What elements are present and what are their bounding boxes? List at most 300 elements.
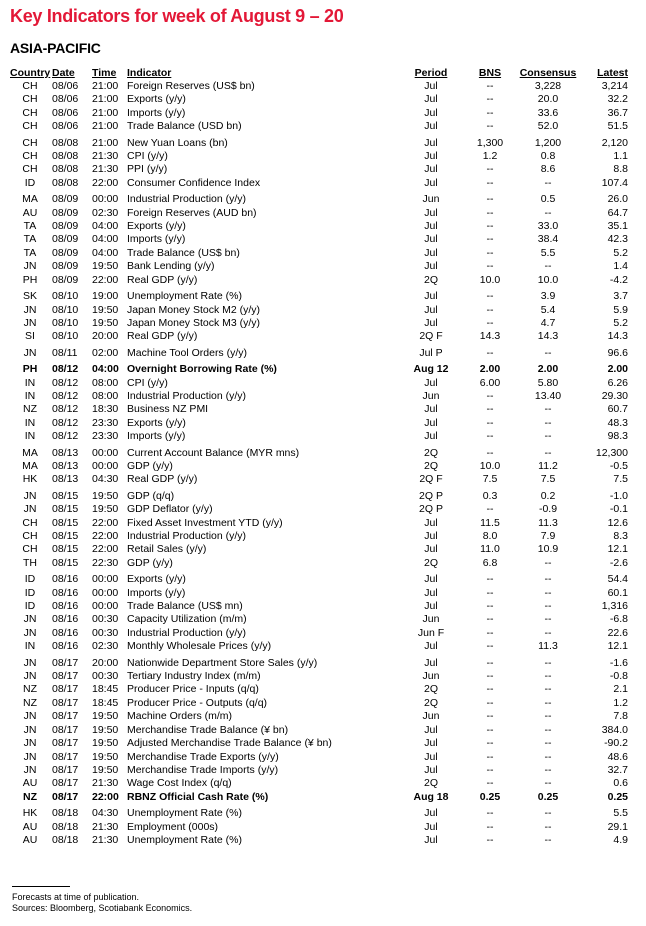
table-cell-period: Jul [424,176,438,189]
table-cell-bns: 11.5 [480,516,500,529]
table-cell-indicator: Nationwide Department Store Sales (y/y) [127,656,318,669]
table-cell-date: 08/12 [52,416,79,429]
table-cell-consensus: -- [544,206,552,219]
table-cell-latest: 0.25 [607,790,628,803]
table-cell-consensus: -- [544,696,552,709]
table-cell-country: SK [22,290,37,303]
table-row [8,260,634,273]
table-row [8,517,634,530]
table-cell-time: 21:00 [92,120,119,133]
table-cell-consensus: 5.80 [537,376,559,389]
table-cell-consensus: 1,200 [534,136,562,149]
table-cell-consensus: 11.2 [538,459,558,472]
table-cell-period: Jul [424,316,438,329]
table-cell-consensus: 10.0 [537,273,559,286]
table-cell-country: AU [22,833,38,846]
table-cell-time: 19:50 [92,316,119,329]
table-cell-latest: 6.26 [607,376,628,389]
table-cell-bns: 1,300 [476,136,504,149]
table-cell-time: 04:00 [92,233,119,246]
table-cell-indicator: Imports (y/y) [127,106,186,119]
table-cell-latest: 12.6 [607,516,628,529]
table-cell-latest: 14.3 [607,330,628,343]
table-cell-bns: -- [486,416,494,429]
table-row [8,627,634,640]
footnote-forecasts: Forecasts at time of publication. [12,892,140,902]
page-title: Key Indicators for week of August 9 – 20 [10,6,344,26]
table-cell-indicator: Producer Price - Inputs (q/q) [127,683,259,696]
table-cell-consensus: 3,228 [534,80,562,92]
table-cell-period: Jul [424,430,438,443]
table-row [8,150,634,163]
table-cell-bns: -- [486,120,494,133]
table-row [8,134,634,150]
table-cell-country: CH [22,530,38,542]
table-cell-indicator: PPI (y/y) [127,163,168,176]
table-cell-period: Jun [422,670,440,683]
table-cell-date: 08/13 [52,473,79,486]
table-row [8,791,634,804]
table-cell-consensus: 14.3 [537,330,559,343]
table-cell-time: 21:30 [92,163,119,176]
table-cell-time: 19:50 [92,303,119,316]
table-cell-latest: 26.0 [607,193,628,206]
table-cell-indicator: Overnight Borrowing Rate (%) [127,363,277,376]
table-cell-country: IN [24,416,36,429]
table-cell-indicator: Industrial Production (y/y) [127,193,247,206]
table-cell-bns: -- [486,176,494,189]
table-row [8,587,634,600]
table-cell-indicator: Exports (y/y) [127,220,186,233]
table-cell-consensus: 52.0 [537,120,559,133]
table-cell-time: 22:00 [92,530,119,542]
table-cell-consensus: -- [544,833,552,846]
table-cell-time: 04:00 [92,363,119,376]
table-cell-bns: -- [486,670,494,683]
table-cell-consensus: -- [544,750,552,763]
table-cell-indicator: Employment (000s) [127,820,219,833]
table-cell-consensus: 4.7 [540,316,556,329]
table-cell-latest: -4.2 [609,273,628,286]
table-cell-consensus: -- [544,613,552,626]
table-cell-country: CH [22,543,38,556]
table-cell-date: 08/18 [52,820,79,833]
table-cell-date: 08/17 [52,737,79,750]
table-cell-consensus: -- [544,626,552,639]
table-cell-bns: -- [486,613,494,626]
table-cell-date: 08/12 [52,376,79,389]
table-cell-consensus: -- [544,586,552,599]
table-cell-time: 19:50 [92,750,119,763]
table-cell-time: 21:00 [92,93,119,106]
table-cell-period: Jun F [417,626,445,639]
table-cell-date: 08/13 [52,446,79,459]
table-cell-consensus: -- [544,346,552,359]
column-header-indicator: Indicator [127,67,172,79]
table-cell-time: 00:30 [92,670,119,683]
table-cell-indicator: Current Account Balance (MYR mns) [127,446,300,459]
table-cell-bns: 7.5 [482,473,498,486]
table-row [8,377,634,390]
table-cell-consensus: 13.40 [534,389,562,402]
column-header-latest: Latest [597,67,628,79]
table-cell-consensus: 7.9 [540,530,556,542]
table-cell-latest: 4.9 [613,833,628,846]
table-cell-time: 08:00 [92,389,119,402]
table-cell-indicator: Industrial Production (y/y) [127,530,247,542]
table-cell-consensus: 5.4 [540,303,556,316]
table-cell-bns: -- [486,656,494,669]
table-cell-time: 21:30 [92,820,119,833]
table-row [8,287,634,303]
table-cell-period: 2Q [423,777,438,790]
table-cell-latest: 96.6 [607,346,628,359]
table-cell-date: 08/17 [52,763,79,776]
table-cell-date: 08/15 [52,503,79,516]
table-cell-time: 19:50 [92,260,119,273]
table-cell-country: NZ [23,403,37,416]
table-cell-bns: 10.0 [479,273,501,286]
table-cell-country: TA [23,246,37,259]
table-cell-indicator: Real GDP (y/y) [127,273,198,286]
table-row [8,737,634,750]
table-cell-time: 18:45 [92,696,119,709]
table-row [8,804,634,820]
table-cell-period: Jul [424,80,438,92]
column-header-bns: BNS [478,67,502,79]
table-cell-bns: -- [486,750,494,763]
table-cell-country: CH [22,80,38,92]
table-row [8,487,634,503]
table-cell-date: 08/15 [52,543,79,556]
table-cell-latest: 0.6 [613,777,628,790]
table-cell-time: 23:30 [92,416,119,429]
table-cell-indicator: GDP (y/y) [127,556,173,569]
column-header-time: Time [92,67,117,79]
table-cell-indicator: Adjusted Merchandise Trade Balance (¥ bn) [127,737,332,750]
column-header-date: Date [52,67,75,79]
table-cell-period: Jul [424,416,438,429]
table-cell-indicator: Retail Sales (y/y) [127,543,207,556]
table-cell-consensus: 10.9 [537,543,559,556]
table-cell-consensus: 0.8 [540,150,556,163]
table-cell-period: Jul [424,290,438,303]
table-cell-period: 2Q P [419,489,443,502]
table-cell-time: 21:30 [92,833,119,846]
table-cell-indicator: Real GDP (y/y) [127,473,198,486]
table-cell-bns: 6.8 [482,556,498,569]
table-row [8,304,634,317]
table-cell-country: JN [23,316,37,329]
table-cell-bns: -- [486,696,494,709]
table-cell-consensus: -- [544,260,552,273]
table-row [8,724,634,737]
table-cell-country: HK [22,473,38,486]
table-cell-date: 08/06 [52,80,79,92]
table-cell-period: 2Q [423,273,438,286]
table-cell-consensus: -- [544,656,552,669]
table-cell-latest: 51.5 [607,120,628,133]
table-cell-consensus: 5.5 [540,246,556,259]
table-cell-date: 08/11 [52,346,78,359]
table-cell-indicator: GDP Deflator (y/y) [127,503,213,516]
table-cell-time: 21:00 [92,80,119,92]
table-cell-date: 08/06 [52,93,79,106]
table-cell-date: 08/12 [52,403,79,416]
table-cell-latest: 29.1 [607,820,628,833]
table-row [8,247,634,260]
table-cell-indicator: Foreign Reserves (AUD bn) [127,206,257,219]
table-cell-consensus: 0.2 [540,489,556,502]
table-row [8,570,634,586]
table-cell-indicator: Exports (y/y) [127,573,186,586]
table-cell-time: 22:00 [92,273,119,286]
table-cell-country: PH [22,363,38,376]
table-row [8,107,634,120]
table-cell-period: 2Q F [419,473,443,486]
table-cell-time: 19:50 [92,710,119,723]
table-cell-latest: 7.5 [613,473,628,486]
table-cell-latest: 54.4 [607,573,628,586]
table-cell-indicator: Unemployment Rate (%) [127,833,242,846]
table-cell-time: 18:30 [92,403,119,416]
table-cell-latest: 8.8 [613,163,628,176]
table-cell-latest: 35.1 [607,220,628,233]
table-cell-bns: -- [486,403,494,416]
table-cell-time: 22:00 [92,516,119,529]
table-cell-indicator: Japan Money Stock M2 (y/y) [127,303,261,316]
table-cell-latest: 8.3 [613,530,628,542]
column-header-consensus: Consensus [519,67,577,79]
table-cell-time: 22:30 [92,556,119,569]
table-cell-consensus: -0.9 [538,503,558,516]
table-cell-country: AU [22,820,38,833]
table-cell-period: Aug 12 [413,363,449,376]
table-cell-indicator: Capacity Utilization (m/m) [127,613,247,626]
table-cell-indicator: Trade Balance (US$ mn) [127,600,243,613]
table-cell-period: 2Q [423,556,438,569]
table-cell-period: Jul [424,543,438,556]
table-row [8,444,634,460]
table-cell-indicator: Bank Lending (y/y) [127,260,215,273]
table-cell-consensus: -- [544,723,552,736]
table-cell-bns: 0.3 [482,489,498,502]
table-cell-indicator: Fixed Asset Investment YTD (y/y) [127,516,283,529]
table-cell-indicator: Trade Balance (US$ bn) [127,246,240,259]
table-cell-indicator: Imports (y/y) [127,233,186,246]
table-row [8,557,634,570]
table-cell-bns: -- [486,600,494,613]
table-cell-date: 08/10 [52,290,79,303]
table-cell-latest: 64.7 [607,206,628,219]
table-cell-bns: -- [486,346,494,359]
table-cell-time: 21:00 [92,106,119,119]
table-cell-consensus: -- [544,737,552,750]
table-cell-latest: 1.4 [613,260,628,273]
table-cell-date: 08/18 [52,807,79,820]
table-cell-latest: 5.2 [613,316,628,329]
table-cell-time: 04:30 [92,807,119,820]
table-cell-date: 08/09 [52,246,79,259]
table-row [8,207,634,220]
table-cell-bns: -- [486,763,494,776]
table-cell-bns: -- [486,163,494,176]
table-cell-indicator: New Yuan Loans (bn) [127,136,228,149]
table-cell-date: 08/16 [52,626,79,639]
table-cell-bns: -- [486,206,494,219]
table-cell-latest: 12.1 [607,543,628,556]
table-cell-country: JN [23,613,37,626]
table-cell-latest: 5.2 [613,246,628,259]
table-cell-latest: 1,316 [601,600,628,613]
table-cell-date: 08/09 [52,233,79,246]
table-cell-indicator: Wage Cost Index (q/q) [127,777,232,790]
table-cell-bns: 1.2 [482,150,498,163]
key-indicators-table [8,67,634,847]
table-cell-latest: -0.5 [609,459,628,472]
table-cell-consensus: -- [544,430,552,443]
table-row [8,403,634,416]
table-cell-latest: 7.8 [613,710,628,723]
table-cell-date: 08/16 [52,586,79,599]
table-cell-time: 19:50 [92,723,119,736]
table-cell-time: 22:00 [92,176,119,189]
table-cell-date: 08/17 [52,777,79,790]
table-row [8,163,634,176]
table-cell-latest: 2.00 [607,363,628,376]
table-row [8,120,634,133]
table-cell-bns: -- [486,93,494,106]
table-cell-time: 00:30 [92,626,119,639]
table-cell-period: Jun [422,193,440,206]
table-cell-bns: -- [486,683,494,696]
table-cell-date: 08/09 [52,206,79,219]
table-cell-country: TH [23,556,37,569]
table-cell-latest: 12,300 [595,446,628,459]
table-cell-consensus: -- [544,777,552,790]
table-cell-country: ID [24,600,36,613]
table-cell-indicator: GDP (q/q) [127,489,175,502]
table-cell-time: 23:30 [92,430,119,443]
table-cell-period: Jul [424,573,438,586]
table-row [8,530,634,543]
table-row [8,177,634,190]
table-cell-bns: -- [486,233,494,246]
table-cell-bns: -- [486,446,494,459]
table-cell-consensus: 3.9 [540,290,556,303]
table-row [8,80,634,93]
table-cell-time: 04:30 [92,473,119,486]
table-cell-country: CH [22,150,38,163]
table-cell-date: 08/16 [52,613,79,626]
table-cell-period: 2Q P [419,503,443,516]
table-cell-time: 20:00 [92,330,119,343]
column-header-country: Country [10,67,51,79]
table-cell-date: 08/09 [52,273,79,286]
table-cell-period: Jun [422,613,440,626]
table-cell-country: JN [23,503,37,516]
footnote-sources: Sources: Bloomberg, Scotiabank Economics. [12,903,193,913]
table-cell-indicator: CPI (y/y) [127,150,168,163]
table-cell-latest: -0.8 [609,670,628,683]
table-cell-country: CH [22,120,38,133]
table-cell-time: 19:00 [92,290,119,303]
table-cell-country: AU [22,206,38,219]
table-cell-bns: -- [486,316,494,329]
table-cell-latest: 1.2 [613,696,628,709]
table-cell-country: JN [23,489,37,502]
table-cell-indicator: Machine Orders (m/m) [127,710,233,723]
table-cell-indicator: Machine Tool Orders (y/y) [127,346,248,359]
table-cell-time: 20:00 [92,656,119,669]
table-cell-country: JN [23,723,37,736]
table-cell-consensus: -- [544,683,552,696]
table-cell-date: 08/17 [52,750,79,763]
table-cell-bns: 10.0 [479,459,501,472]
table-cell-country: JN [23,750,37,763]
table-cell-bns: -- [486,80,494,92]
table-cell-date: 08/17 [52,670,79,683]
table-cell-indicator: Merchandise Trade Exports (y/y) [127,750,279,763]
table-cell-indicator: Exports (y/y) [127,416,186,429]
table-cell-latest: 32.2 [607,93,628,106]
table-cell-consensus: 0.5 [540,193,556,206]
table-cell-country: TA [23,220,37,233]
table-cell-time: 19:50 [92,737,119,750]
table-cell-bns: -- [486,833,494,846]
table-cell-country: HK [22,807,38,820]
table-cell-date: 08/15 [52,556,79,569]
table-cell-period: Jul [424,763,438,776]
table-cell-indicator: Tertiary Industry Index (m/m) [127,670,261,683]
table-row [8,613,634,626]
table-cell-bns: -- [486,503,494,516]
table-cell-period: Jul [424,600,438,613]
table-cell-time: 19:50 [92,489,119,502]
table-cell-latest: 29.30 [601,389,628,402]
table-cell-consensus: 33.0 [537,220,559,233]
table-cell-time: 04:00 [92,220,119,233]
table-cell-date: 08/06 [52,106,79,119]
table-cell-latest: 107.4 [601,176,628,189]
table-cell-country: ID [24,573,36,586]
table-cell-period: Jul [424,820,438,833]
table-cell-country: IN [24,389,36,402]
table-cell-latest: 5.5 [613,807,628,820]
table-cell-date: 08/09 [52,193,79,206]
table-cell-latest: 5.9 [613,303,628,316]
table-row [8,360,634,376]
table-cell-bns: -- [486,220,494,233]
table-row [8,430,634,443]
table-cell-time: 22:00 [92,543,119,556]
table-cell-country: SI [25,330,35,343]
table-cell-bns: 2.00 [479,363,501,376]
table-cell-latest: -2.6 [609,556,628,569]
table-cell-period: Jul [424,303,438,316]
table-cell-date: 08/10 [52,330,79,343]
table-cell-date: 08/16 [52,600,79,613]
table-row [8,834,634,847]
table-cell-latest: 60.7 [607,403,628,416]
table-cell-date: 08/18 [52,833,79,846]
table-row [8,670,634,683]
table-cell-date: 08/06 [52,120,79,133]
table-cell-period: Jul [424,750,438,763]
table-row [8,390,634,403]
table-cell-time: 02:30 [92,640,119,653]
table-row [8,473,634,486]
